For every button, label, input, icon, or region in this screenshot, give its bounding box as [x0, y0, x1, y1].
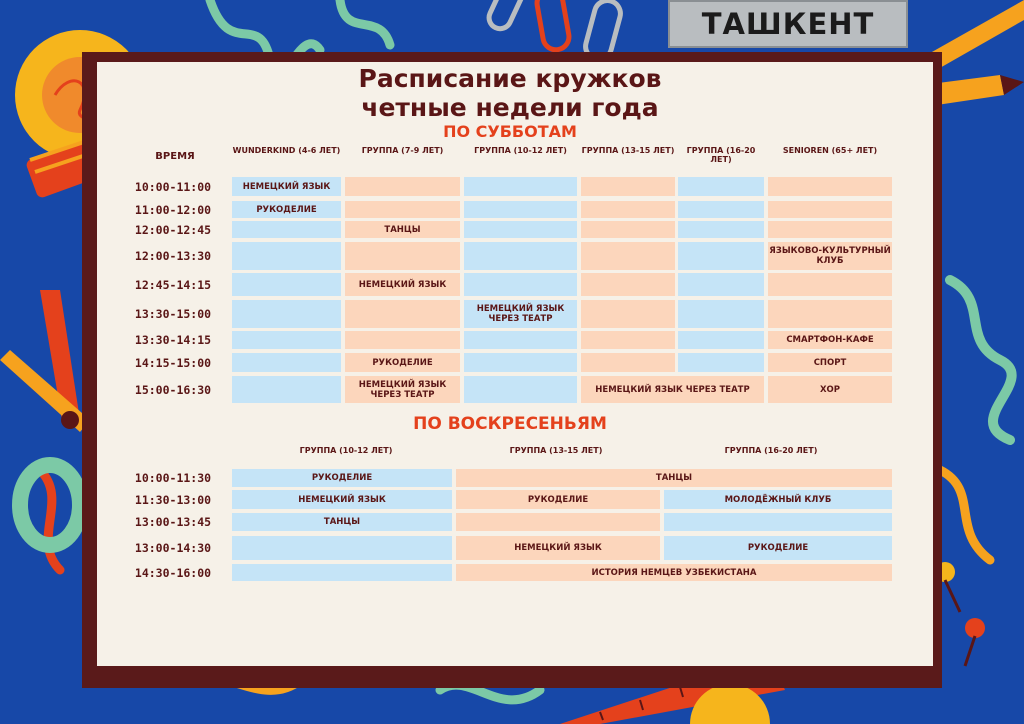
schedule-cell: [581, 353, 675, 372]
time-slot: 14:15-15:00: [134, 355, 212, 370]
city-name: ТАШКЕНТ: [701, 7, 875, 41]
schedule-cell: НЕМЕЦКИЙ ЯЗЫК ЧЕРЕЗ ТЕАТР: [345, 376, 460, 403]
schedule-cell: [232, 353, 341, 372]
schedule-cell: [464, 376, 577, 403]
schedule-cell: ХОР: [768, 376, 892, 403]
schedule-cell-merged: НЕМЕЦКИЙ ЯЗЫК ЧЕРЕЗ ТЕАТР: [581, 376, 764, 403]
schedule-cell: [464, 331, 577, 349]
schedule-cell: [581, 201, 675, 218]
schedule-cell: [581, 300, 675, 328]
schedule-cell: [678, 353, 764, 372]
schedule-cell: [464, 242, 577, 270]
time-slot: 13:30-14:15: [134, 333, 212, 347]
schedule-cell: [232, 221, 341, 238]
column-header: ГРУППА (16-20 ЛЕТ): [724, 446, 818, 455]
schedule-cell: [768, 177, 892, 196]
time-slot: 10:00-11:00: [134, 179, 212, 194]
schedule-cell: НЕМЕЦКИЙ ЯЗЫК: [345, 273, 460, 296]
time-slot: 11:00-12:00: [134, 202, 212, 217]
schedule-cell: ТАНЦЫ: [232, 513, 452, 531]
schedule-cell: [768, 273, 892, 296]
schedule-cell: [581, 273, 675, 296]
column-header: ГРУППА (10-12 ЛЕТ): [299, 446, 393, 455]
schedule-cell: [232, 273, 341, 296]
schedule-cell: [678, 331, 764, 349]
page-title-line2: четные недели года: [361, 93, 659, 122]
schedule-cell: [581, 177, 675, 196]
schedule-cell-merged: ТАНЦЫ: [456, 469, 892, 487]
time-slot: 10:00-11:30: [134, 471, 212, 485]
schedule-cell: НЕМЕЦКИЙ ЯЗЫК: [232, 177, 341, 196]
column-header: WUNDERKIND (4-6 ЛЕТ): [232, 146, 341, 155]
squiggle-decor: [940, 470, 990, 560]
schedule-cell: ЯЗЫКОВО-КУЛЬТУРНЫЙ КЛУБ: [768, 242, 892, 270]
page-title-line1: Расписание кружков: [358, 64, 662, 93]
schedule-cell: [345, 300, 460, 328]
schedule-cell: [345, 177, 460, 196]
schedule-cell: [581, 331, 675, 349]
schedule-cell: НЕМЕЦКИЙ ЯЗЫК: [232, 490, 452, 509]
time-slot: 11:30-13:00: [134, 492, 212, 507]
schedule-cell: [768, 201, 892, 218]
schedule-cell: [664, 513, 892, 531]
schedule-cell: РУКОДЕЛИЕ: [232, 469, 452, 487]
schedule-cell: [678, 242, 764, 270]
schedule-cell: [581, 242, 675, 270]
time-column-header: ВРЕМЯ: [155, 151, 195, 162]
schedule-cell: [678, 300, 764, 328]
schedule-cell: СМАРТФОН-КАФЕ: [768, 331, 892, 349]
schedule-cell: [464, 221, 577, 238]
time-slot: 12:45-14:15: [134, 277, 212, 292]
saturday-heading: ПО СУББОТАМ: [443, 122, 577, 141]
schedule-cell: [232, 564, 452, 581]
time-slot: 13:00-13:45: [134, 515, 212, 529]
schedule-cell: [232, 300, 341, 328]
schedule-cell: [464, 273, 577, 296]
schedule-cell: [345, 201, 460, 218]
schedule-cell: [345, 331, 460, 349]
schedule-cell: [678, 177, 764, 196]
time-slot: 14:30-16:00: [134, 565, 212, 580]
schedule-cell: [581, 221, 675, 238]
schedule-cell: РУКОДЕЛИЕ: [664, 536, 892, 560]
time-slot: 13:00-14:30: [134, 541, 212, 555]
city-label: [668, 0, 908, 48]
squiggle-decor: [340, 0, 390, 45]
column-header: ГРУППА (13-15 ЛЕТ): [581, 146, 675, 155]
schedule-cell: [768, 300, 892, 328]
schedule-cell: [464, 201, 577, 218]
column-header: ГРУППА (13-15 ЛЕТ): [509, 446, 603, 455]
schedule-cell-merged: ИСТОРИЯ НЕМЦЕВ УЗБЕКИСТАНА: [456, 564, 892, 581]
schedule-cell: [345, 242, 460, 270]
schedule-cell: НЕМЕЦКИЙ ЯЗЫК: [456, 536, 660, 560]
schedule-cell: РУКОДЕЛИЕ: [345, 353, 460, 372]
schedule-cell: [678, 201, 764, 218]
schedule-cell: [232, 536, 452, 560]
schedule-cell: ТАНЦЫ: [345, 221, 460, 238]
schedule-cell: [464, 177, 577, 196]
column-header: ГРУППА (16-20 ЛЕТ): [686, 146, 756, 164]
time-slot: 12:00-12:45: [134, 222, 212, 237]
schedule-cell: [232, 331, 341, 349]
time-slot: 13:30-15:00: [134, 307, 212, 321]
sunday-heading: ПО ВОСКРЕСЕНЬЯМ: [413, 414, 607, 434]
time-slot: 12:00-13:30: [134, 249, 212, 263]
column-header: SENIOREN (65+ ЛЕТ): [782, 146, 878, 155]
schedule-cell: РУКОДЕЛИЕ: [456, 490, 660, 509]
schedule-cell: [678, 221, 764, 238]
column-header: ГРУППА (7-9 ЛЕТ): [361, 146, 444, 155]
schedule-cell: НЕМЕЦКИЙ ЯЗЫК ЧЕРЕЗ ТЕАТР: [464, 300, 577, 328]
column-header: ГРУППА (10-12 ЛЕТ): [474, 146, 567, 155]
schedule-cell: [232, 376, 341, 403]
time-slot: 15:00-16:30: [134, 382, 212, 397]
schedule-cell: [456, 513, 660, 531]
schedule-cell: СПОРТ: [768, 353, 892, 372]
schedule-cell: [768, 221, 892, 238]
schedule-cell: МОЛОДЁЖНЫЙ КЛУБ: [664, 490, 892, 509]
schedule-cell: РУКОДЕЛИЕ: [232, 201, 341, 218]
squiggle-decor: [40, 470, 60, 570]
squiggle-decor: [950, 280, 1012, 440]
schedule-cell: [464, 353, 577, 372]
schedule-cell: [232, 242, 341, 270]
schedule-cell: [678, 273, 764, 296]
